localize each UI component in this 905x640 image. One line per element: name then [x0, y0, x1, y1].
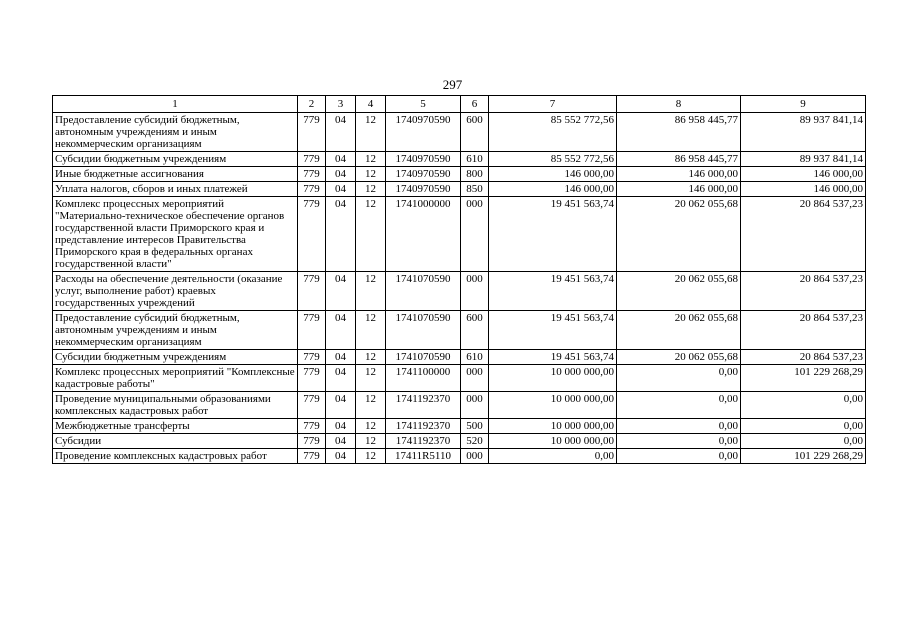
subsection-cell: 12: [356, 152, 386, 167]
ministry-cell: 779: [298, 350, 326, 365]
expense-type-cell: 000: [461, 449, 489, 464]
table-row: [53, 167, 866, 182]
name-cell: Проведение комплексных кадастровых работ: [53, 449, 298, 464]
amount-year-1-cell: 146 000,00: [489, 182, 617, 197]
amount-year-1-cell: 146 000,00: [489, 167, 617, 182]
amount-year-1-cell: 19 451 563,74: [489, 350, 617, 365]
subsection-cell: 12: [356, 311, 386, 350]
name-cell: Иные бюджетные ассигнования: [53, 167, 298, 182]
expense-type-cell: 850: [461, 182, 489, 197]
amount-year-1-cell: 19 451 563,74: [489, 272, 617, 311]
ministry-cell: 779: [298, 272, 326, 311]
amount-year-3-cell: 101 229 268,29: [741, 449, 866, 464]
table-row: [53, 113, 866, 152]
section-cell: 04: [326, 311, 356, 350]
amount-year-3-cell: 20 864 537,23: [741, 311, 866, 350]
header-cell-year-3: 9: [741, 96, 866, 113]
subsection-cell: 12: [356, 182, 386, 197]
header-cell-expense-type: 6: [461, 96, 489, 113]
section-cell: 04: [326, 434, 356, 449]
amount-year-1-cell: 10 000 000,00: [489, 434, 617, 449]
name-cell: Субсидии: [53, 434, 298, 449]
subsection-cell: 12: [356, 365, 386, 392]
expense-type-cell: 000: [461, 272, 489, 311]
section-cell: 04: [326, 449, 356, 464]
ministry-cell: 779: [298, 392, 326, 419]
header-cell-subsection: 4: [356, 96, 386, 113]
name-cell: Комплекс процессных мероприятий "Материально-техническое обеспечение органов государственной власти Приморского края и представление интересов Правительства Приморского края в федеральных органах государственной власти": [53, 197, 298, 272]
name-cell: Предоставление субсидий бюджетным, автономным учреждениям и иным некоммерческим организациям: [53, 113, 298, 152]
section-cell: 04: [326, 167, 356, 182]
amount-year-2-cell: 20 062 055,68: [617, 311, 741, 350]
amount-year-2-cell: 0,00: [617, 434, 741, 449]
amount-year-3-cell: 89 937 841,14: [741, 152, 866, 167]
ministry-cell: 779: [298, 197, 326, 272]
ministry-cell: 779: [298, 419, 326, 434]
name-cell: Расходы на обеспечение деятельности (оказание услуг, выполнение работ) краевых государственных учреждений: [53, 272, 298, 311]
name-cell: Комплекс процессных мероприятий "Комплексные кадастровые работы": [53, 365, 298, 392]
header-cell-section: 3: [326, 96, 356, 113]
amount-year-1-cell: 0,00: [489, 449, 617, 464]
target-cell: 1741000000: [386, 197, 461, 272]
amount-year-1-cell: 85 552 772,56: [489, 113, 617, 152]
header-cell-ministry: 2: [298, 96, 326, 113]
header-cell-year-1: 7: [489, 96, 617, 113]
table-row: [53, 449, 866, 464]
amount-year-2-cell: 20 062 055,68: [617, 197, 741, 272]
expense-type-cell: 000: [461, 197, 489, 272]
table-row: [53, 182, 866, 197]
name-cell: Межбюджетные трансферты: [53, 419, 298, 434]
amount-year-2-cell: 20 062 055,68: [617, 272, 741, 311]
amount-year-1-cell: 10 000 000,00: [489, 392, 617, 419]
amount-year-3-cell: 0,00: [741, 434, 866, 449]
amount-year-3-cell: 101 229 268,29: [741, 365, 866, 392]
section-cell: 04: [326, 272, 356, 311]
amount-year-1-cell: 10 000 000,00: [489, 365, 617, 392]
subsection-cell: 12: [356, 197, 386, 272]
header-cell-year-2: 8: [617, 96, 741, 113]
expense-type-cell: 600: [461, 311, 489, 350]
section-cell: 04: [326, 392, 356, 419]
subsection-cell: 12: [356, 272, 386, 311]
table-row: [53, 197, 866, 272]
target-cell: 1741070590: [386, 350, 461, 365]
amount-year-3-cell: 20 864 537,23: [741, 272, 866, 311]
table-row: [53, 152, 866, 167]
table-row: [53, 272, 866, 311]
name-cell: Предоставление субсидий бюджетным, автономным учреждениям и иным некоммерческим организациям: [53, 311, 298, 350]
expense-type-cell: 000: [461, 392, 489, 419]
subsection-cell: 12: [356, 434, 386, 449]
amount-year-1-cell: 10 000 000,00: [489, 419, 617, 434]
amount-year-3-cell: 146 000,00: [741, 167, 866, 182]
section-cell: 04: [326, 365, 356, 392]
section-cell: 04: [326, 419, 356, 434]
amount-year-2-cell: 0,00: [617, 449, 741, 464]
table-row: [53, 419, 866, 434]
name-cell: Субсидии бюджетным учреждениям: [53, 350, 298, 365]
target-cell: 1741100000: [386, 365, 461, 392]
subsection-cell: 12: [356, 167, 386, 182]
amount-year-1-cell: 19 451 563,74: [489, 311, 617, 350]
target-cell: 1741192370: [386, 434, 461, 449]
header-cell-target: 5: [386, 96, 461, 113]
header-cell-name: 1: [53, 96, 298, 113]
name-cell: Субсидии бюджетным учреждениям: [53, 152, 298, 167]
target-cell: 1741070590: [386, 272, 461, 311]
ministry-cell: 779: [298, 449, 326, 464]
amount-year-2-cell: 86 958 445,77: [617, 152, 741, 167]
ministry-cell: 779: [298, 182, 326, 197]
table-row: [53, 350, 866, 365]
table-row: [53, 392, 866, 419]
name-cell: Уплата налогов, сборов и иных платежей: [53, 182, 298, 197]
amount-year-2-cell: 0,00: [617, 365, 741, 392]
section-cell: 04: [326, 350, 356, 365]
section-cell: 04: [326, 182, 356, 197]
expense-type-cell: 610: [461, 350, 489, 365]
subsection-cell: 12: [356, 449, 386, 464]
table-body: [53, 113, 866, 464]
target-cell: 1741192370: [386, 392, 461, 419]
amount-year-3-cell: 0,00: [741, 392, 866, 419]
target-cell: 1740970590: [386, 182, 461, 197]
ministry-cell: 779: [298, 311, 326, 350]
subsection-cell: 12: [356, 113, 386, 152]
expense-type-cell: 610: [461, 152, 489, 167]
table-row: [53, 311, 866, 350]
subsection-cell: 12: [356, 392, 386, 419]
subsection-cell: 12: [356, 350, 386, 365]
expense-type-cell: 800: [461, 167, 489, 182]
section-cell: 04: [326, 113, 356, 152]
ministry-cell: 779: [298, 113, 326, 152]
amount-year-2-cell: 86 958 445,77: [617, 113, 741, 152]
amount-year-2-cell: 20 062 055,68: [617, 350, 741, 365]
table-row: [53, 365, 866, 392]
name-cell: Проведение муниципальными образованиями комплексных кадастровых работ: [53, 392, 298, 419]
ministry-cell: 779: [298, 152, 326, 167]
expense-type-cell: 500: [461, 419, 489, 434]
amount-year-3-cell: 0,00: [741, 419, 866, 434]
expense-type-cell: 600: [461, 113, 489, 152]
target-cell: 17411R5110: [386, 449, 461, 464]
expense-type-cell: 520: [461, 434, 489, 449]
ministry-cell: 779: [298, 434, 326, 449]
budget-table: [52, 95, 866, 464]
amount-year-1-cell: 85 552 772,56: [489, 152, 617, 167]
ministry-cell: 779: [298, 365, 326, 392]
amount-year-2-cell: 146 000,00: [617, 182, 741, 197]
section-cell: 04: [326, 197, 356, 272]
section-cell: 04: [326, 152, 356, 167]
amount-year-3-cell: 146 000,00: [741, 182, 866, 197]
amount-year-2-cell: 146 000,00: [617, 167, 741, 182]
amount-year-3-cell: 20 864 537,23: [741, 350, 866, 365]
amount-year-1-cell: 19 451 563,74: [489, 197, 617, 272]
target-cell: 1740970590: [386, 113, 461, 152]
amount-year-3-cell: 89 937 841,14: [741, 113, 866, 152]
header-row: [53, 96, 866, 113]
table-row: [53, 434, 866, 449]
amount-year-2-cell: 0,00: [617, 419, 741, 434]
subsection-cell: 12: [356, 419, 386, 434]
expense-type-cell: 000: [461, 365, 489, 392]
amount-year-2-cell: 0,00: [617, 392, 741, 419]
target-cell: 1740970590: [386, 167, 461, 182]
target-cell: 1741070590: [386, 311, 461, 350]
amount-year-3-cell: 20 864 537,23: [741, 197, 866, 272]
target-cell: 1740970590: [386, 152, 461, 167]
page-number: 297: [442, 77, 463, 92]
ministry-cell: 779: [298, 167, 326, 182]
target-cell: 1741192370: [386, 419, 461, 434]
